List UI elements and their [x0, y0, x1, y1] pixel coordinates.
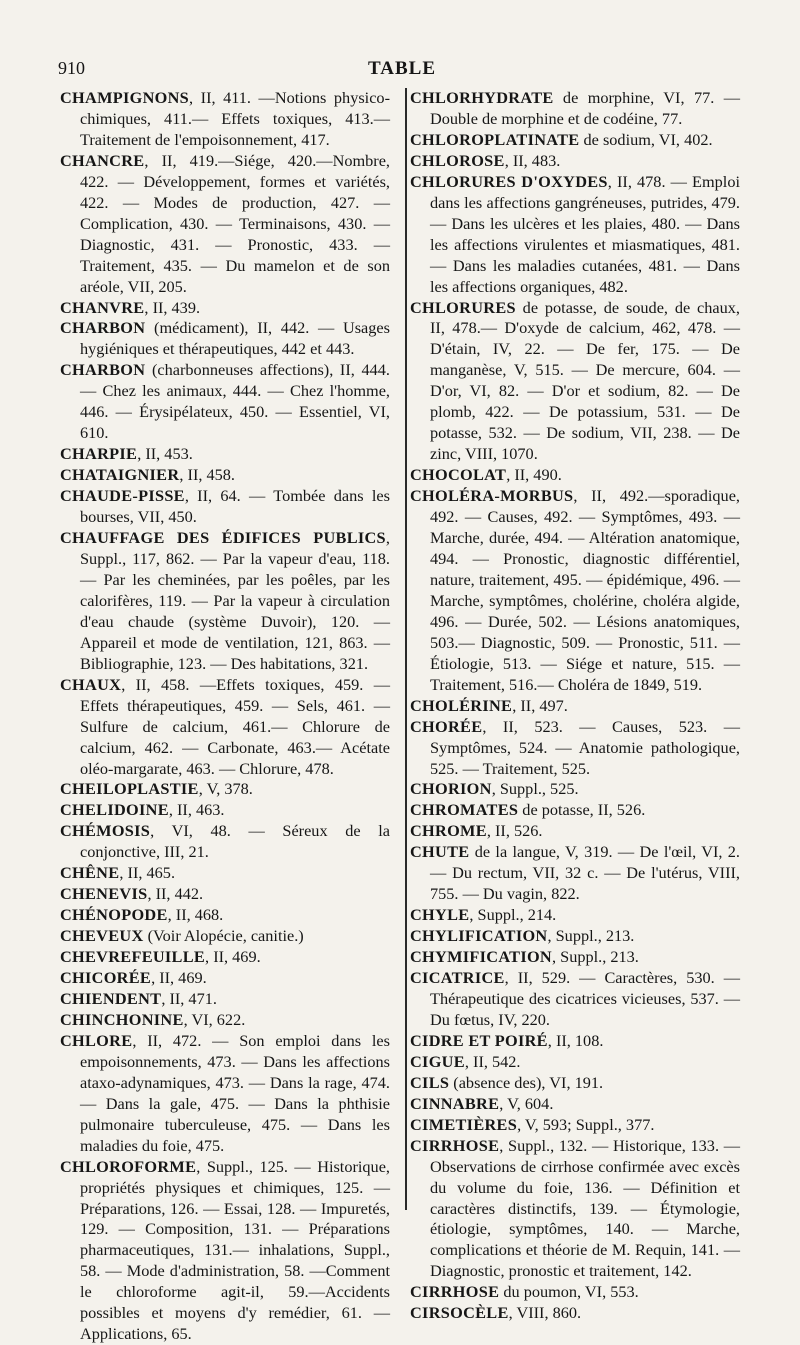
index-entry [410, 717, 740, 780]
entry-headword: CHARBON [60, 360, 146, 380]
entry-text: , II, 472. — Son emploi dans les empoisonnements, 473. — Dans les affections ataxo-adynamiques, 473. — Dans la rage, 474. — Dans la gale, 475. — Dans la phthisie pulmonaire tuberculeuse, 475. — Dans les maladies du foie, 475. [80, 1030, 390, 1155]
index-entry [410, 1282, 740, 1303]
entry-text: , VI, 622. [183, 1009, 246, 1029]
index-entry [410, 172, 740, 298]
index-entry [410, 1136, 740, 1283]
entry-text: , Suppl., 214. [469, 905, 557, 925]
entry-text: , II, 458. —Effets toxiques, 459. — Effets thérapeutiques, 459. — Sels, 461. — Sulfure de calcium, 461.— Chlorure de calcium, 462. — Carbonate, 463.— Acétate oléo-margarate, 463. — Chlorure, 478. [80, 674, 390, 778]
left-column [60, 88, 390, 1345]
entry-headword: CHÊNE [60, 863, 120, 883]
index-entry [60, 444, 390, 465]
entry-headword: CHELIDOINE [60, 800, 169, 820]
entry-text: , II, 542. [464, 1051, 521, 1071]
entry-headword: CHARPIE [60, 444, 138, 464]
entry-text: , II, 497. [512, 695, 568, 715]
entry-text: , II, 478. — Emploi dans les affections gangréneuses, putrides, 479. — Dans les ulcères et les plaies, 480. — Dans les affections virulentes et miasmatiques, 481. — Dans les maladies cutanées, 481. — Dans les affections organiques, 482. [430, 171, 740, 296]
entry-text: , II, 419.—Siége, 420.—Nombre, 422. — Développement, formes et variétés, 422. — Modes de production, 427. — Complication, 430. — Terminaisons, 430. — Diagnostic, 431. — Pronostic, 433. — Traitement, 435. — Du mamelon et de son aréole, VII, 205. [80, 150, 390, 296]
entry-headword: CHANCRE [60, 150, 145, 170]
index-entry [60, 1010, 390, 1031]
entry-text: (absence des), VI, 191. [449, 1072, 604, 1092]
index-entry [60, 528, 390, 675]
entry-text: de la langue, V, 319. — De l'œil, VI, 2. — Du rectum, VII, 32 c. — De l'utérus, VIII, 755. — Du vagin, 822. [430, 842, 740, 904]
entry-headword: CHLORE [60, 1030, 133, 1050]
entry-text: , II, 529. — Caractères, 530. — Thérapeutique des cicatrices vicieuses, 537. — Du fœtus, IV, 220. [430, 968, 740, 1029]
entry-text: , Suppl., 213. [547, 926, 635, 946]
entry-text: , Suppl., 117, 862. — Par la vapeur d'eau, 118. — Par les cheminées, par les poêles, par les calorifères, 119. — Par la vapeur à circulation d'eau chaude (système Duvoir), 120. — Appareil et mode de ventilation, 121, 863. — Bibliographie, 123. — Des habitations, 321. [80, 528, 390, 673]
entry-headword: CHLOROSE [410, 150, 505, 170]
entry-headword: CHLOROFORME [60, 1156, 197, 1176]
entry-headword: CHATAIGNIER [60, 465, 180, 485]
entry-headword: CHÉNOPODE [60, 905, 168, 925]
index-entry [410, 821, 740, 842]
entry-headword: CHYMIFICATION [410, 947, 552, 967]
entry-headword: CICATRICE [410, 968, 505, 988]
index-entry [60, 1157, 390, 1345]
entry-headword: CIGUE [410, 1051, 465, 1071]
page-number: 910 [58, 58, 85, 78]
entry-headword: CHAUX [60, 674, 122, 694]
index-entry [60, 675, 390, 780]
entry-text: , II, 465. [119, 863, 176, 883]
index-entry [60, 989, 390, 1010]
entry-text: , V, 604. [499, 1093, 554, 1113]
entry-headword: CILS [410, 1072, 450, 1092]
entry-text: , II, 468. [167, 905, 224, 925]
entry-headword: CHAUFFAGE DES ÉDIFICES PUBLICS [60, 528, 386, 548]
entry-headword: CHYLE [410, 905, 470, 925]
entry-text: , II, 490. [506, 465, 562, 485]
index-entry [60, 298, 390, 319]
entry-text: , Suppl., 213. [552, 947, 639, 967]
entry-headword: CHLORHYDRATE [410, 88, 554, 107]
entry-headword: CHLOROPLATINATE [410, 129, 580, 149]
index-entry [410, 1094, 740, 1115]
index-entry [60, 1031, 390, 1157]
entry-headword: CIRRHOSE [410, 1282, 500, 1302]
entry-text: , II, 469. [151, 968, 207, 988]
entry-headword: CHEILOPLASTIE [60, 779, 199, 799]
entry-text: , II, 526. [486, 821, 543, 841]
entry-text: de potasse, II, 526. [518, 800, 646, 820]
entry-headword: CHROME [410, 821, 487, 841]
index-entry [60, 926, 390, 947]
entry-text: , II, 463. [168, 800, 225, 820]
index-entry [410, 486, 740, 696]
index-entry [410, 1052, 740, 1073]
entry-headword: CIDRE ET POIRÉ [410, 1030, 548, 1050]
index-entry [60, 151, 390, 298]
index-entry [410, 926, 740, 947]
entry-text: , Suppl., 525. [491, 779, 579, 799]
index-entry [60, 905, 390, 926]
index-entry [410, 151, 740, 172]
index-entry [60, 947, 390, 968]
index-entry [60, 486, 390, 528]
entry-text: de potasse, de soude, de chaux, II, 478.— D'oxyde de calcium, 462, 478. — D'étain, IV, 22. — De fer, 175. — De manganèse, V, 515. — De mercure, 604. — D'or, VI, 82. — D'or et sodium, 82. — De plomb, 422. — De potassium, 531. — De potasse, 532. — De sodium, VII, 238. — De zinc, VIII, 1070. [430, 297, 740, 464]
entry-text: du poumon, VI, 553. [499, 1282, 639, 1302]
entry-headword: CHOLÉRINE [410, 695, 513, 715]
entry-headword: CIRSOCÈLE [410, 1303, 509, 1323]
entry-headword: CHOCOLAT [410, 465, 507, 485]
index-entry [60, 318, 390, 360]
entry-headword: CHARBON [60, 318, 146, 338]
entry-text: , V, 593; Suppl., 377. [517, 1114, 655, 1134]
index-entry [410, 1115, 740, 1136]
index-entry [410, 130, 740, 151]
entry-text: , II, 458. [179, 465, 236, 485]
entry-text: , II, 453. [137, 444, 193, 464]
index-entry [60, 863, 390, 884]
entry-text: , II, 523. — Causes, 523. — Symptômes, 524. — Anatomie pathologique, 525. — Traitement, 525. [430, 716, 740, 778]
entry-headword: CHANVRE [60, 297, 145, 317]
entry-headword: CHROMATES [410, 800, 519, 820]
index-entry [60, 465, 390, 486]
entry-headword: CHIENDENT [60, 988, 162, 1008]
entry-headword: CHENEVIS [60, 884, 148, 904]
page-title: TABLE [368, 58, 437, 79]
index-entry [60, 884, 390, 905]
entry-text: (charbonneuses affections), II, 444. — Chez les animaux, 444. — Chez l'homme, 446. — Érysipélateux, 450. — Essentiel, VI, 610. [80, 360, 390, 443]
column-divider [405, 88, 407, 1210]
entry-headword: CHORÉE [410, 716, 483, 736]
entry-text: , V, 378. [198, 779, 253, 799]
entry-text: , II, 108. [547, 1030, 604, 1050]
entry-headword: CHORION [410, 779, 492, 799]
index-entry [60, 821, 390, 863]
index-entry [410, 947, 740, 968]
entry-text: , II, 469. [205, 947, 261, 967]
entry-headword: CHÉMOSIS [60, 821, 151, 841]
index-entry [410, 465, 740, 486]
entry-headword: CHLORURES D'OXYDES [410, 171, 608, 191]
entry-headword: CINNABRE [410, 1093, 500, 1113]
entry-text: , II, 483. [504, 150, 561, 170]
index-entry [410, 298, 740, 466]
entry-text: , II, 411. —Notions physico-chimiques, 411.— Effets toxiques, 413.— Traitement de l'empoisonnement, 417. [80, 88, 390, 149]
entry-headword: CHEVEUX [60, 926, 144, 946]
entry-text: , VI, 48. — Séreux de la conjonctive, III, 21. [80, 821, 390, 862]
index-entry [410, 696, 740, 717]
index-entry [410, 1031, 740, 1052]
index-entry [410, 1303, 740, 1324]
entry-headword: CHEVREFEUILLE [60, 947, 206, 967]
entry-text: , II, 442. [147, 884, 204, 904]
entry-headword: CHUTE [410, 842, 470, 862]
entry-headword: CHYLIFICATION [410, 926, 548, 946]
entry-headword: CHICORÉE [60, 968, 152, 988]
entry-text: (Voir Alopécie, canitie.) [143, 926, 304, 946]
index-entry [60, 88, 390, 151]
entry-headword: CHLORURES [410, 297, 516, 317]
entry-text: de morphine, VI, 77. — Double de morphine et de codéine, 77. [430, 88, 740, 128]
index-entry [410, 842, 740, 905]
entry-headword: CHAUDE-PISSE [60, 486, 185, 506]
entry-headword: CHINCHONINE [60, 1009, 184, 1029]
index-entry [410, 779, 740, 800]
entry-headword: CHAMPIGNONS [60, 88, 190, 107]
index-entry [410, 1073, 740, 1094]
index-entry [60, 779, 390, 800]
index-entry [410, 968, 740, 1031]
entry-text: , II, 64. — Tombée dans les bourses, VII, 450. [80, 486, 390, 527]
entry-text: , VIII, 860. [508, 1303, 582, 1323]
entry-text: de sodium, VI, 402. [579, 129, 713, 149]
entry-text: , II, 439. [144, 297, 201, 317]
entry-text: , Suppl., 125. — Historique, propriétés physiques et chimiques, 125. — Préparations, 126. — Essai, 128. — Impuretés, 129. — Composition, 131. — Préparations pharmaceutiques, 131.— inhalations, Suppl., 58. — Mode d'administration, 58. —Comment le chloroforme agit-il, 59.—Accidents possibles et moyens d'y remédier, 61. — Applications, 65. [80, 1156, 390, 1344]
entry-text: , II, 471. [161, 988, 217, 1008]
index-entry [60, 800, 390, 821]
entry-headword: CHOLÉRA-MORBUS [410, 486, 574, 506]
index-entry [410, 905, 740, 926]
index-entry [60, 968, 390, 989]
entry-headword: CIMETIÈRES [410, 1114, 518, 1134]
entry-text: , Suppl., 132. — Historique, 133. — Observations de cirrhose confirmée avec excès du volume du foie, 136. — Définition et caractères distinctifs, 139. — Étymologie, étiologie, symptômes, 140. — Marche, complications et théorie de M. Requin, 141. — Diagnostic, pronostic et traitement, 142. [430, 1135, 740, 1281]
index-entry [410, 88, 740, 130]
index-entry [410, 800, 740, 821]
index-entry [60, 360, 390, 444]
entry-text: , II, 492.—sporadique, 492. — Causes, 492. — Symptômes, 493. — Marche, durée, 494. — Altération anatomique, 494. — Pronostic, diagnostic différentiel, nature, traitement, 495. — épidémique, 496. — Marche, symptômes, cholérine, choléra algide, 496. — Durée, 502. — Lésions anatomiques, 503.— Diagnostic, 509. — Pronostic, 511. — Étiologie, 513. — Siége et nature, 515. — Traitement, 516.— Choléra de 1849, 519. [430, 486, 740, 694]
entry-text: (médicament), II, 442. — Usages hygiéniques et thérapeutiques, 442 et 443. [80, 318, 390, 359]
right-column [410, 88, 740, 1324]
entry-headword: CIRRHOSE [410, 1135, 500, 1155]
